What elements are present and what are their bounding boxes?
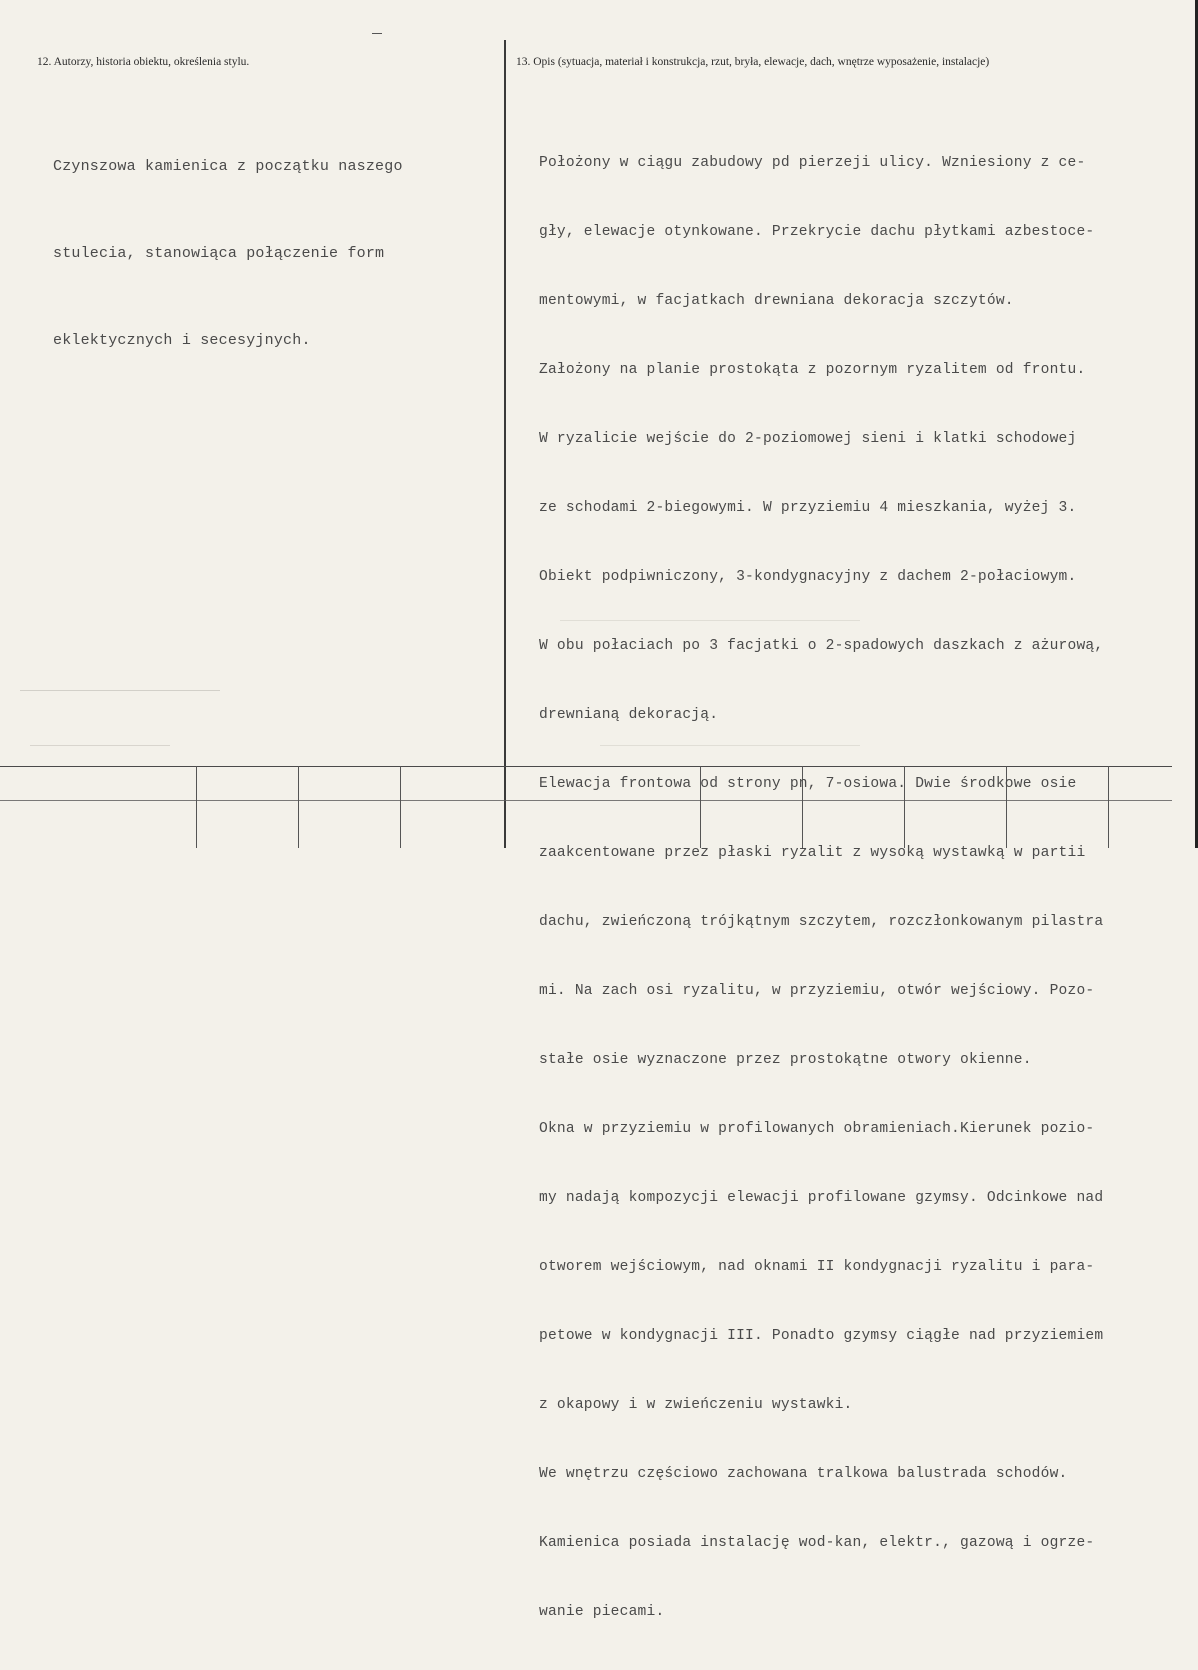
text-line: mi. Na zach osi ryzalitu, w przyziemiu, otwór wejściowy. Pozo- [539,983,1095,999]
text-line: W ryzalicie wejście do 2-poziomowej sieni i klatki schodowej [539,431,1077,447]
text-line: eklektycznych i secesyjnych. [53,332,311,349]
faint-rule [20,690,220,691]
text-line: Okna w przyziemiu w profilowanych obramieniach.Kierunek pozio- [539,1121,1095,1137]
text-line: We wnętrzu częściowo zachowana tralkowa balustrada schodów. [539,1466,1068,1482]
text-line: z okapowy i w zwieńczeniu wystawki. [539,1397,853,1413]
section-13-text [539,106,1103,1670]
text-line: Czynszowa kamienica z początku naszego [53,158,403,175]
text-line: my nadają kompozycji elewacji profilowane gzymsy. Odcinkowe nad [539,1190,1104,1206]
faint-rule [30,745,170,746]
text-line: Obiekt podpiwniczony, 3-kondygnacyjny z dachem 2-połaciowym. [539,569,1077,585]
text-line: Położony w ciągu zabudowy pd pierzeji ulicy. Wzniesiony z ce- [539,155,1086,171]
grid-tick [298,766,299,848]
text-line: stałe osie wyznaczone przez prostokątne otwory okienne. [539,1052,1032,1068]
text-line: stulecia, stanowiąca połączenie form [53,245,385,262]
text-line: petowe w kondygnacji III. Ponadto gzymsy ciągłe nad przyziemiem [539,1328,1104,1344]
section-12-caption: 12. Autorzy, historia obiektu, określenia stylu. [37,56,250,68]
grid-tick [400,766,401,848]
text-line: Elewacja frontowa od strony pn, 7-osiowa. Dwie środkowe osie [539,776,1077,792]
section-12-text [53,94,403,413]
section-13-caption: 13. Opis (sytuacja, materiał i konstrukcja, rzut, bryła, elewacje, dach, wnętrze wyposażenie, instalacje) [516,56,990,68]
text-line: W obu połaciach po 3 facjatki o 2-spadowych daszkach z ażurową, [539,638,1104,654]
grid-tick [196,766,197,848]
text-line: zaakcentowane przez płaski ryzalit z wysoką wystawką w partii [539,845,1086,861]
text-line: gły, elewacje otynkowane. Przekrycie dachu płytkami azbestoce- [539,224,1095,240]
column-divider [504,40,506,848]
text-line: Kamienica posiada instalację wod-kan, elektr., gazową i ogrze- [539,1535,1095,1551]
text-line: ze schodami 2-biegowymi. W przyziemiu 4 mieszkania, wyżej 3. [539,500,1077,516]
text-line: dachu, zwieńczoną trójkątnym szczytem, rozczłonkowanym pilastra [539,914,1104,930]
text-line: otworem wejściowym, nad oknami II kondygnacji ryzalitu i para- [539,1259,1095,1275]
text-line: mentowymi, w facjatkach drewniana dekoracja szczytów. [539,293,1014,309]
text-line: Założony na planie prostokąta z pozornym ryzalitem od frontu. [539,362,1086,378]
grid-tick [1108,766,1109,848]
top-mark [372,33,382,34]
text-line: drewnianą dekoracją. [539,707,719,723]
text-line: wanie piecami. [539,1604,665,1620]
